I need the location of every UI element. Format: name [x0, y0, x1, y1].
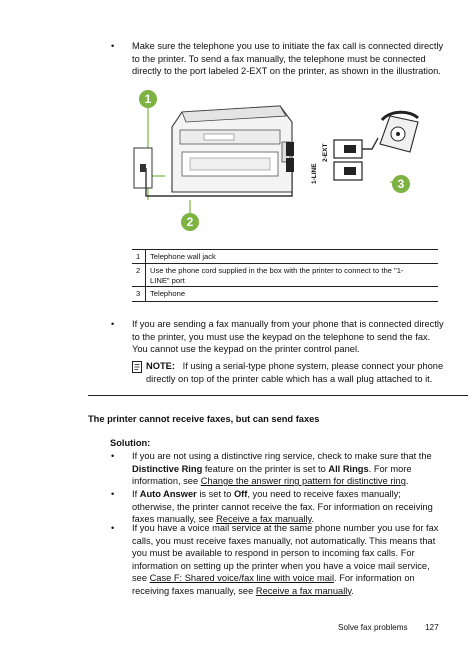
table-column-divider [145, 249, 146, 301]
text-span: is set to [196, 489, 234, 499]
text-line: calls, you must receive faxes manually, not automatically. This means that [132, 535, 436, 546]
row-description [150, 266, 436, 286]
text-span: , you need to receive faxes manually; [247, 489, 401, 499]
solution-item-auto-answer [132, 488, 467, 526]
bullet-marker: • [111, 41, 115, 51]
text-line: Make sure the telephone you use to initiate the fax call is connected directly [132, 41, 444, 51]
note-text: If using a serial-type phone system, please connect your phone [182, 361, 444, 371]
text-span: see [132, 573, 150, 583]
text-line [146, 360, 468, 373]
plug-bottom [334, 162, 362, 180]
link-receive-fax-manually[interactable]: Receive a fax manually [255, 585, 352, 596]
port-line [286, 142, 294, 156]
note-label: NOTE: [146, 361, 175, 371]
text-line: Use the phone cord supplied in the box with the printer to connect to the "1- [150, 266, 404, 275]
text-line: you must be available to respond in person to incoming fax calls. For [132, 548, 415, 558]
table-rule [132, 249, 438, 250]
svg-text:3: 3 [397, 177, 405, 191]
text-span: faxes manually, see [132, 514, 217, 524]
printer-body [172, 106, 292, 192]
port-ext [286, 158, 294, 172]
table-rule [132, 301, 438, 302]
callout-2 [181, 213, 199, 231]
table-rule [132, 263, 438, 264]
port-label-line: 1-LINE [311, 163, 318, 184]
footer-section-title: Solve fax problems [338, 623, 408, 632]
text-line: directly on top of the printer cable which has a wall plug attached to it. [146, 373, 433, 384]
text-span: information, see [132, 476, 201, 486]
text-span: receiving faxes manually, see [132, 585, 256, 596]
bullet-marker: • [111, 489, 115, 499]
bold-term: Distinctive Ring [132, 463, 203, 474]
bold-term: All Rings [328, 463, 369, 474]
solution-item-voice-mail [132, 522, 467, 597]
solution-label: Solution: [110, 438, 151, 448]
bullet-marker: • [111, 319, 115, 329]
svg-text:1: 1 [144, 92, 152, 106]
row-number: 2 [136, 266, 141, 275]
text-line [132, 475, 467, 488]
note-icon [132, 361, 142, 373]
svg-text:2: 2 [186, 215, 194, 229]
link-case-f[interactable]: Case F: Shared voice/fax line with voice mail [149, 573, 335, 583]
text-line: If you have a voice mail service at the same phone number you use for fax [132, 523, 439, 533]
text-line: to the printer. To send a fax manually, the telephone must be connected [132, 53, 426, 64]
text-line: You cannot use the keypad on the printer control panel. [132, 344, 360, 354]
note-block [146, 360, 468, 385]
text-line: directly to the port labeled 2-EXT on the printer, as shown in the illustration. [132, 66, 441, 76]
text-span: . For information on [334, 573, 415, 583]
section-heading: The printer cannot receive faxes, but can send faxes [88, 414, 320, 424]
text-line: information on setting up the printer when you have a voice mail service, [132, 560, 430, 571]
row-description: Telephone [150, 289, 186, 298]
port-label-ext: 2-EXT [322, 143, 329, 162]
page-number: 127 [425, 623, 439, 632]
wall-jack-socket [140, 164, 146, 172]
solution-item-distinctive-ring [132, 450, 467, 488]
intro-paragraph [132, 40, 467, 78]
fax-connection-illustration [120, 82, 420, 242]
text-line [132, 572, 467, 585]
text-span: . [405, 476, 409, 486]
row-number: 3 [136, 289, 141, 298]
text-line [132, 488, 467, 501]
link-distinctive-ring[interactable]: Change the answer ring pattern for distinctive ring [200, 476, 406, 486]
table-rule [132, 286, 438, 287]
plug-top [334, 140, 362, 158]
text-span: . [311, 514, 315, 524]
row-number: 1 [136, 252, 141, 261]
link-receive-fax-manually[interactable]: Receive a fax manually [216, 514, 312, 524]
text-line [132, 463, 467, 476]
text-span: . [351, 585, 354, 596]
text-span: If [132, 489, 140, 499]
text-line: If you are not using a distinctive ring service, check to make sure that the [132, 451, 432, 461]
callout-1 [139, 90, 157, 108]
callout-3 [392, 175, 410, 193]
section-divider [88, 395, 468, 396]
telephone-icon [380, 112, 418, 152]
bold-term: Auto Answer [139, 489, 197, 499]
text-line: If you are sending a fax manually from your phone that is connected directly [132, 319, 444, 329]
phone-cord [362, 138, 378, 149]
manual-send-paragraph [132, 318, 467, 356]
text-line: LINE" port [150, 276, 185, 285]
bullet-marker: • [111, 523, 115, 533]
text-line: to the printer, you must use the keypad on the telephone to send the fax. [132, 331, 431, 342]
row-description: Telephone wall jack [150, 252, 216, 261]
text-line: otherwise, the printer cannot receive the fax. For information on receiving [132, 501, 433, 512]
text-span: . For more [368, 463, 412, 474]
bold-term: Off [233, 489, 248, 499]
text-span: feature on the printer is set to [202, 463, 329, 474]
text-line [132, 585, 467, 598]
bullet-marker: • [111, 451, 115, 461]
